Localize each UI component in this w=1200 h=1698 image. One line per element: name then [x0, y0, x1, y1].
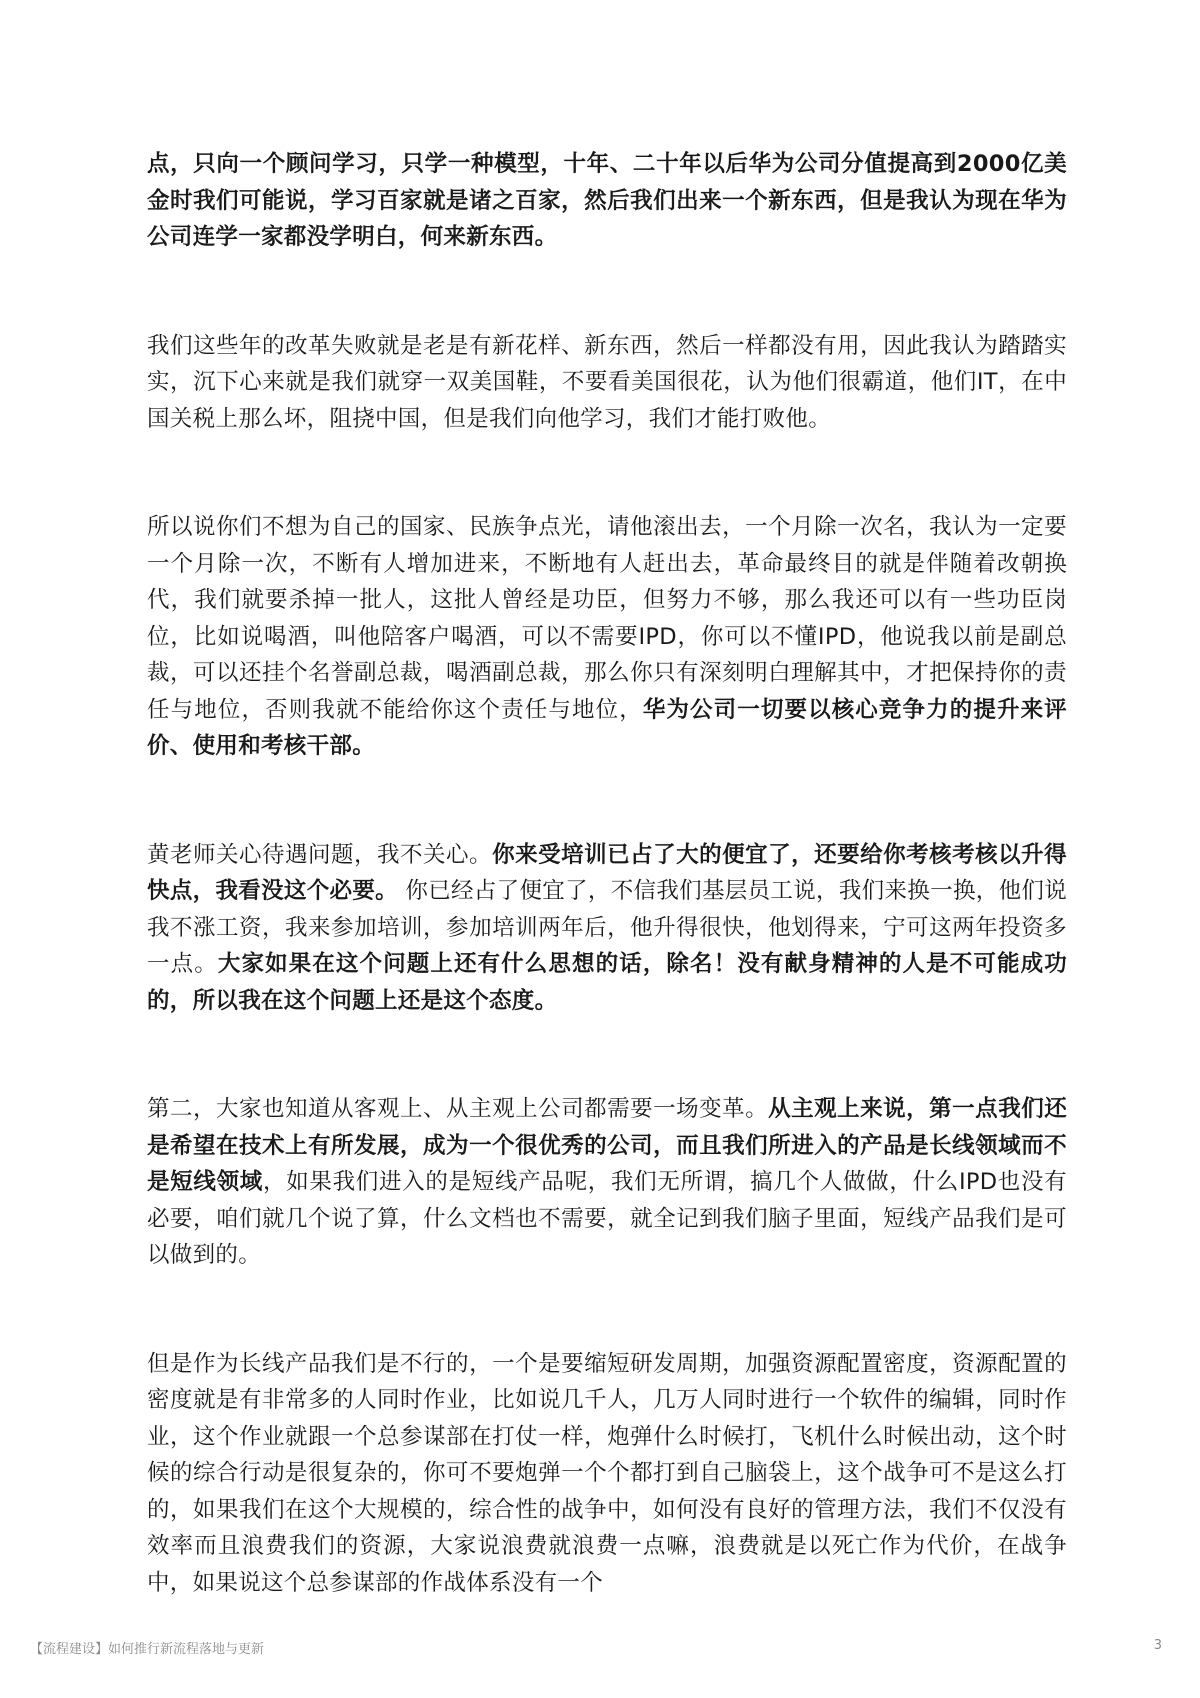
paragraph-3-segment-1: 所以说你们不想为自己的国家、民族争点光，请他滚出去，一个月除一次名，我认为一定要一个月除一次，不断有人增加进来，不断地有人赶出去，革命最终目的就是伴随着改朝换代，我们就要杀掉一批人，这批人曾经是功臣，但努力不够，那么我还可以有一些功臣岗位，比如说喝酒，叫他陪客户喝酒，可以不需要IPD，你可以不懂IPD，他说我以前是副总裁，可以还挂个名誉副总裁，喝酒副总裁，那么你只有深刻明白理解其中，才把保持你的责任与地位，否则我就不能给你这个责任与地位， [147, 514, 1067, 723]
paragraph-5-segment-2: 从主观上来说，第一点我们还是希望在技术上有所发展，成为一个很优秀的公司，而且我们所进入的产品是长线领域而不是短线领域 [147, 1096, 1067, 1195]
paragraph-4 [147, 837, 1067, 1020]
paragraph-3 [147, 509, 1067, 765]
paragraph-5-segment-3: ，如果我们进入的是短线产品呢，我们无所谓，搞几个人做做，什么IPD也没有必要，咱们就几个说了算，什么文档也不需要，就全记到我们脑子里面，短线产品我们是可以做到的。 [147, 1169, 1067, 1268]
paragraph-2 [147, 328, 1067, 438]
page-footer [30, 1638, 1162, 1658]
paragraph-5-segment-1: 第二，大家也知道从客观上、从主观上公司都需要一场变革。 [147, 1096, 769, 1122]
paragraph-1 [147, 146, 1067, 256]
paragraph-5 [147, 1091, 1067, 1274]
paragraph-2-segment-1: 我们这些年的改革失败就是老是有新花样、新东西，然后一样都没有用，因此我认为踏踏实实，沉下心来就是我们就穿一双美国鞋，不要看美国很花，认为他们很霸道，他们IT，在中国关税上那么坏，阻挠中国，但是我们向他学习，我们才能打败他。 [147, 332, 1067, 432]
paragraph-4-segment-1: 黄老师关心待遇问题，我不关心。 [147, 841, 493, 868]
footer-page-number: 3 [1153, 1638, 1162, 1653]
paragraph-3-segment-2: 华为公司一切要以核心竞争力的提升来评价、使用和考核干部。 [147, 696, 1067, 759]
paragraph-1-segment-1: 点，只向一个顾问学习，只学一种模型，十年、二十年以后华为公司分值提高到2000亿美金时我们可能说，学习百家就是诸之百家，然后我们出来一个新东西，但是我认为现在华为公司连学一家都没学明白，何来新东西。 [147, 151, 1067, 250]
document-body [147, 146, 1067, 1673]
paragraph-6-segment-1: 但是作为长线产品我们是不行的，一个是要缩短研发周期，加强资源配置密度，资源配置的密度就是有非常多的人同时作业，比如说几千人，几万人同时进行一个软件的编辑，同时作业，这个作业就跟一个总参谋部在打仗一样，炮弹什么时候打，飞机什么时候出动，这个时候的综合行动是很复杂的，你可不要炮弹一个个都打到自己脑袋上，这个战争可不是这么打的，如果我们在这个大规模的，综合性的战争中，如何没有良好的管理方法，我们不仅没有效率而且浪费我们的资源，大家说浪费就浪费一点嘛，浪费就是以死亡作为代价，在战争中，如果说这个总参谋部的作战体系没有一个 [147, 1350, 1067, 1596]
footer-document-title: 【流程建设】如何推行新流程落地与更新 [30, 1642, 265, 1657]
paragraph-4-segment-2: 你来受培训已占了大的便宜了，还要给你考核考核以升得快点，我看没这个必要。 [147, 841, 1067, 904]
paragraph-4-segment-3: 你已经占了便宜了，不信我们基层员工说，我们来换一换，他们说我不涨工资，我来参加培训，参加培训两年后，他升得很快，他划得来，宁可这两年投资多一点。 [147, 878, 1067, 977]
paragraph-6 [147, 1346, 1067, 1602]
paragraph-4-segment-4: 大家如果在这个问题上还有什么思想的话，除名！没有献身精神的人是不可能成功的，所以我在这个问题上还是这个态度。 [147, 951, 1067, 1014]
